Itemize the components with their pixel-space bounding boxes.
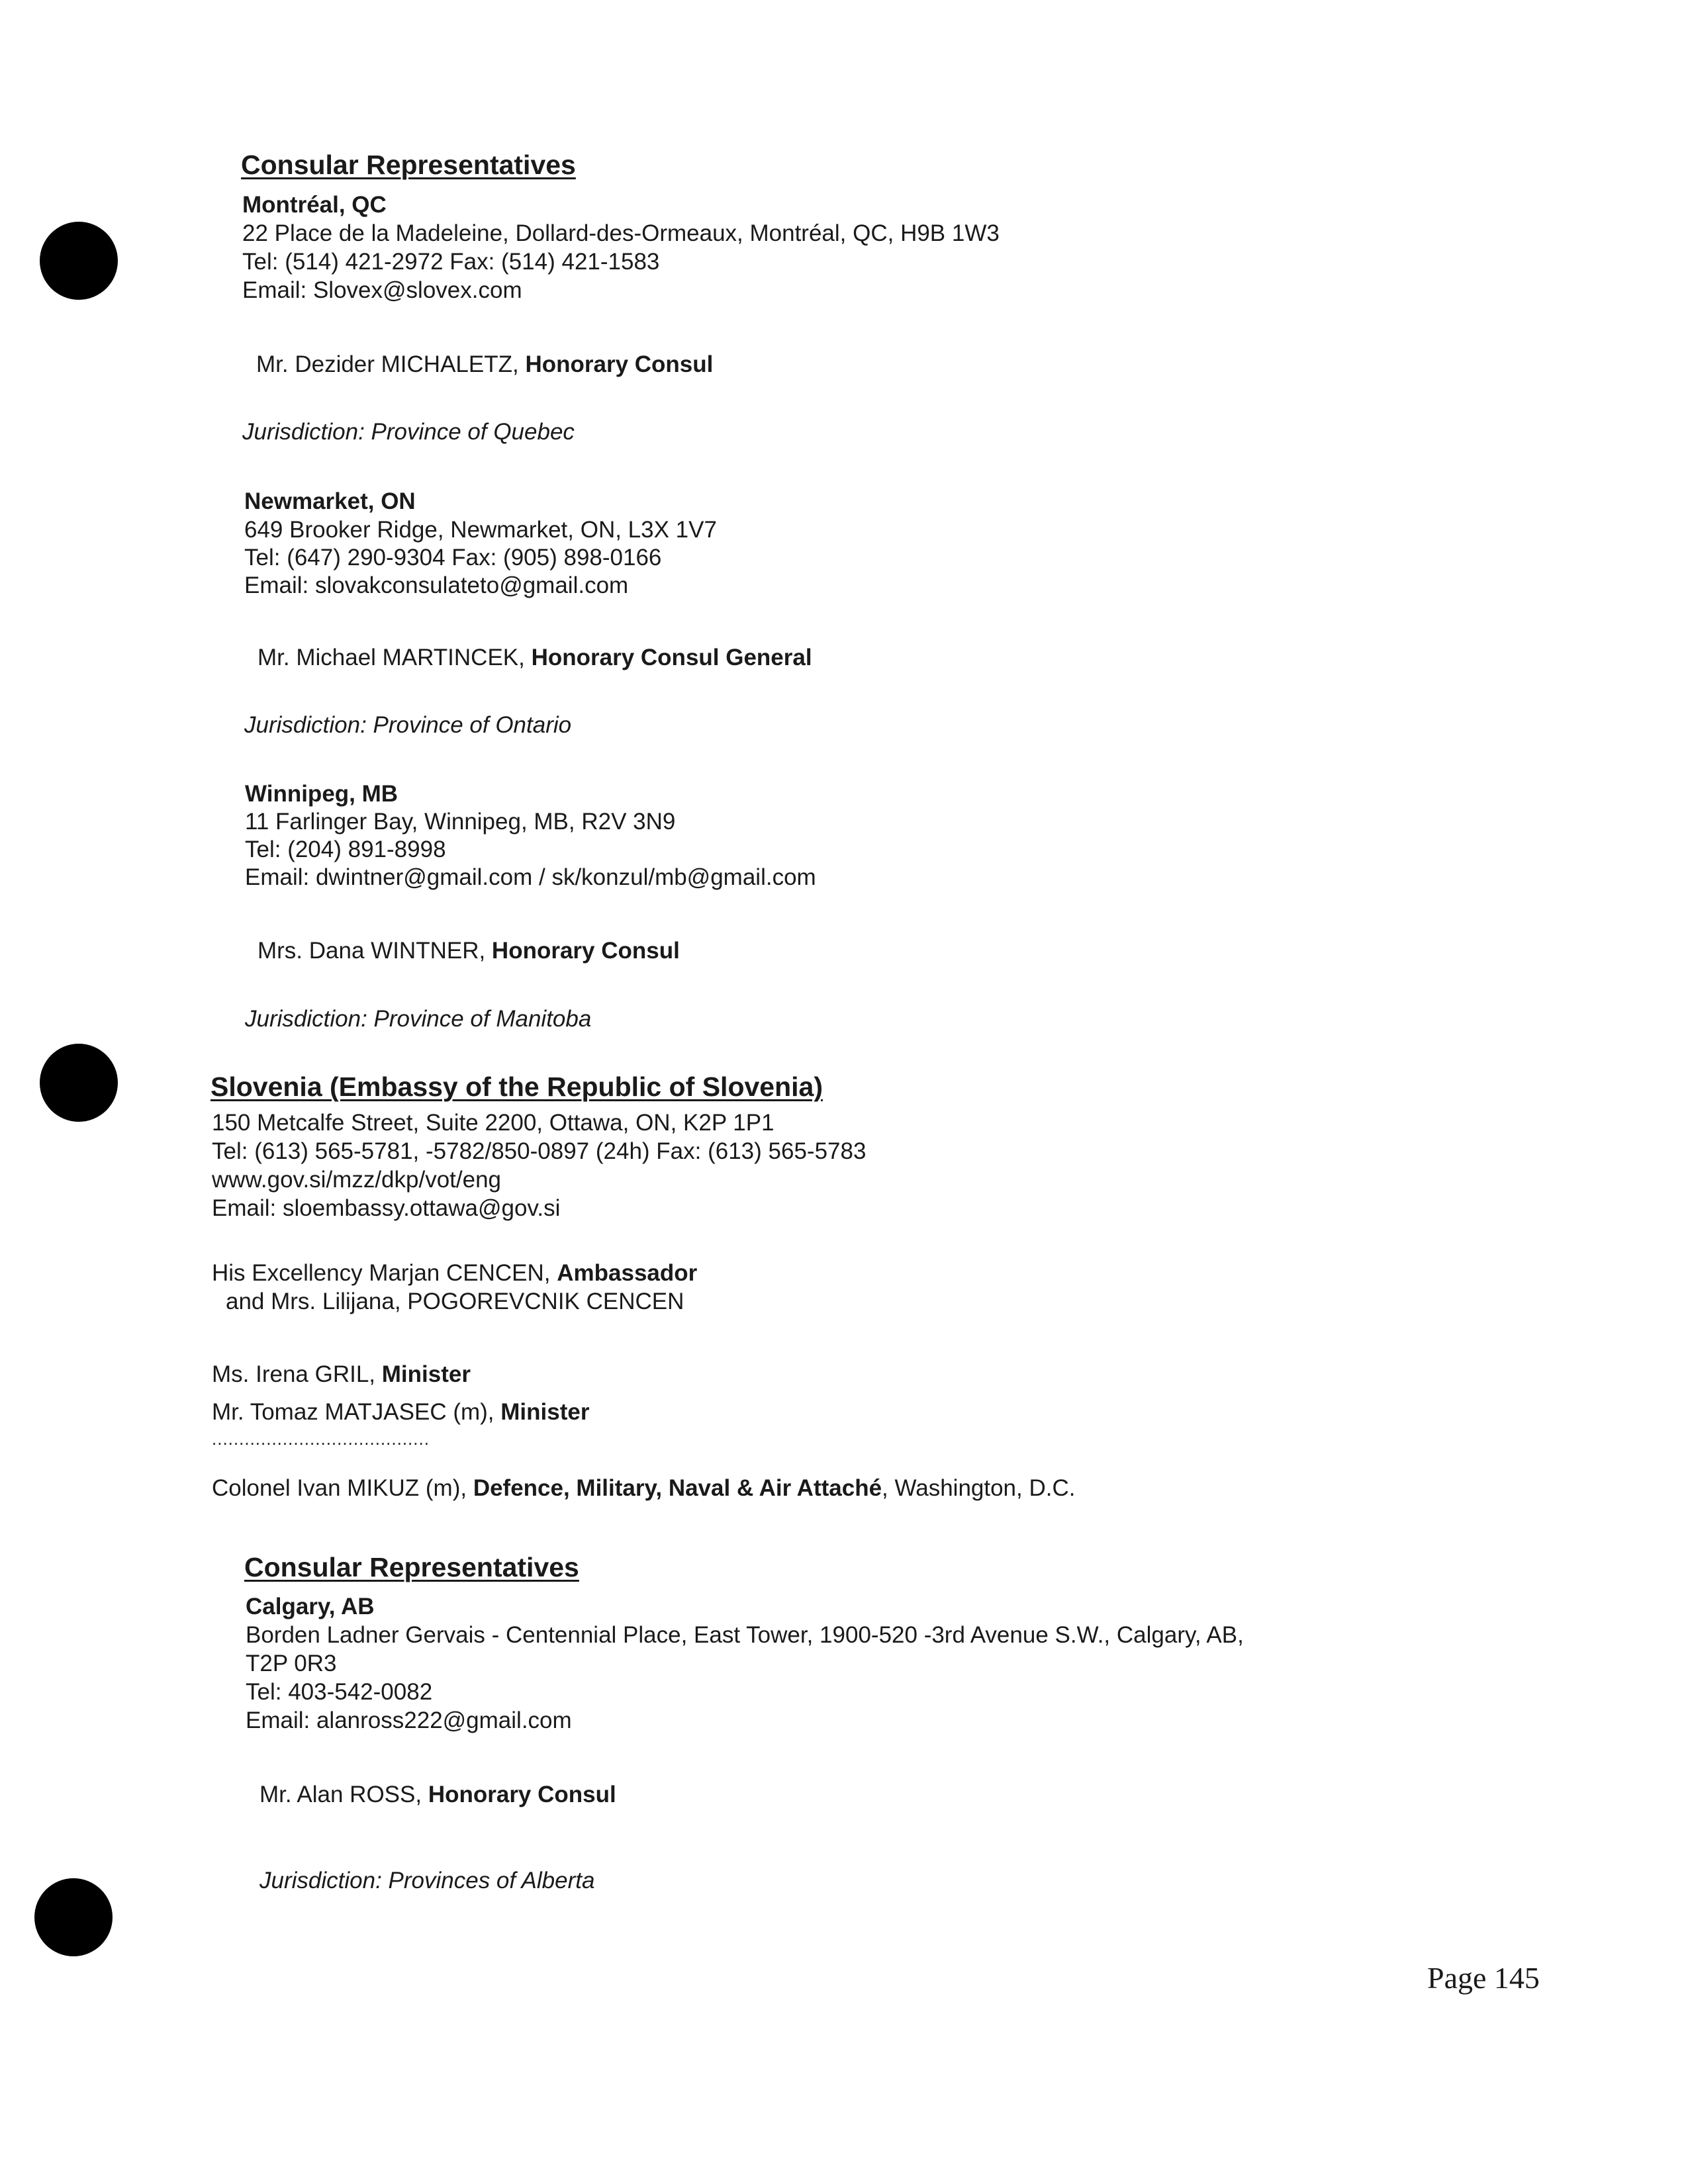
minister-2-name: Mr. Tomaz MATJASEC (m), <box>212 1399 501 1425</box>
montreal-consul-name: Mr. Dezider MICHALETZ, <box>256 351 526 377</box>
consular-heading-top: Consular Representatives <box>241 150 576 180</box>
newmarket-email: Email: slovakconsulateto@gmail.com <box>244 572 629 598</box>
ambassador-name: His Excellency Marjan CENCEN, <box>212 1260 557 1286</box>
calgary-city: Calgary, AB <box>246 1594 375 1619</box>
newmarket-consul-title: Honorary Consul General <box>531 645 812 670</box>
winnipeg-address: 11 Farlinger Bay, Winnipeg, MB, R2V 3N9 <box>245 809 676 835</box>
ambassador-title: Ambassador <box>557 1260 698 1286</box>
consular-heading-slovenia: Consular Representatives <box>244 1552 579 1582</box>
newmarket-tel: Tel: (647) 290-9304 Fax: (905) 898-0166 <box>244 545 662 570</box>
calgary-address-line-2: T2P 0R3 <box>246 1651 337 1676</box>
ambassador-line <box>212 1260 697 1287</box>
attache-line <box>212 1475 1075 1502</box>
newmarket-consul <box>258 645 812 671</box>
attache-name: Colonel Ivan MIKUZ (m), <box>212 1475 473 1501</box>
winnipeg-consul <box>258 938 680 964</box>
slovenia-tel: Tel: (613) 565-5781, -5782/850-0897 (24h) Fax: (613) 565-5783 <box>212 1138 867 1164</box>
ambassador-spouse: and Mrs. Lilijana, POGOREVCNIK CENCEN <box>226 1289 684 1314</box>
montreal-address: 22 Place de la Madeleine, Dollard-des-Ormeaux, Montréal, QC, H9B 1W3 <box>242 220 1000 246</box>
slovenia-heading: Slovenia (Embassy of the Republic of Slovenia) <box>211 1071 823 1102</box>
slovenia-website: www.gov.si/mzz/dkp/vot/eng <box>212 1167 502 1193</box>
newmarket-address: 649 Brooker Ridge, Newmarket, ON, L3X 1V7 <box>244 517 717 543</box>
punch-hole-top <box>40 222 118 300</box>
slovenia-address: 150 Metcalfe Street, Suite 2200, Ottawa, ON, K2P 1P1 <box>212 1110 774 1136</box>
calgary-consul <box>259 1782 616 1808</box>
montreal-consul <box>256 351 713 378</box>
newmarket-jurisdiction: Jurisdiction: Province of Ontario <box>244 712 572 738</box>
winnipeg-consul-title: Honorary Consul <box>491 938 680 964</box>
winnipeg-city: Winnipeg, MB <box>245 781 399 807</box>
punch-hole-bottom <box>34 1878 113 1956</box>
winnipeg-consul-name: Mrs. Dana WINTNER, <box>258 938 492 964</box>
montreal-jurisdiction: Jurisdiction: Province of Quebec <box>242 419 575 445</box>
calgary-tel: Tel: 403-542-0082 <box>246 1679 433 1705</box>
winnipeg-email: Email: dwintner@gmail.com / sk/konzul/mb@gmail.com <box>245 864 816 890</box>
montreal-email: Email: Slovex@slovex.com <box>242 277 522 303</box>
minister-1-title: Minister <box>381 1361 471 1387</box>
punch-hole-middle <box>40 1044 118 1122</box>
slovenia-email: Email: sloembassy.ottawa@gov.si <box>212 1195 561 1221</box>
minister-line-1 <box>212 1361 471 1388</box>
calgary-consul-name: Mr. Alan ROSS, <box>259 1782 428 1807</box>
montreal-city: Montréal, QC <box>242 192 387 218</box>
minister-2-title: Minister <box>500 1399 590 1425</box>
calgary-consul-title: Honorary Consul <box>428 1782 616 1807</box>
newmarket-city: Newmarket, ON <box>244 488 416 514</box>
dotted-separator: ........................................ <box>212 1429 430 1449</box>
winnipeg-tel: Tel: (204) 891-8998 <box>245 837 446 862</box>
attache-place: , Washington, D.C. <box>882 1475 1076 1501</box>
newmarket-consul-name: Mr. Michael MARTINCEK, <box>258 645 532 670</box>
calgary-address-line-1: Borden Ladner Gervais - Centennial Place, East Tower, 1900-520 -3rd Avenue S.W., Calgary, AB, <box>246 1622 1244 1648</box>
calgary-email: Email: alanross222@gmail.com <box>246 1707 572 1733</box>
minister-1-name: Ms. Irena GRIL, <box>212 1361 382 1387</box>
calgary-jurisdiction: Jurisdiction: Provinces of Alberta <box>259 1868 595 1893</box>
page-number: Page 145 <box>1427 1961 1540 1995</box>
winnipeg-jurisdiction: Jurisdiction: Province of Manitoba <box>245 1006 592 1032</box>
attache-title: Defence, Military, Naval & Air Attaché <box>473 1475 882 1501</box>
montreal-tel: Tel: (514) 421-2972 Fax: (514) 421-1583 <box>242 249 660 275</box>
minister-line-2 <box>212 1399 589 1426</box>
montreal-consul-title: Honorary Consul <box>525 351 714 377</box>
